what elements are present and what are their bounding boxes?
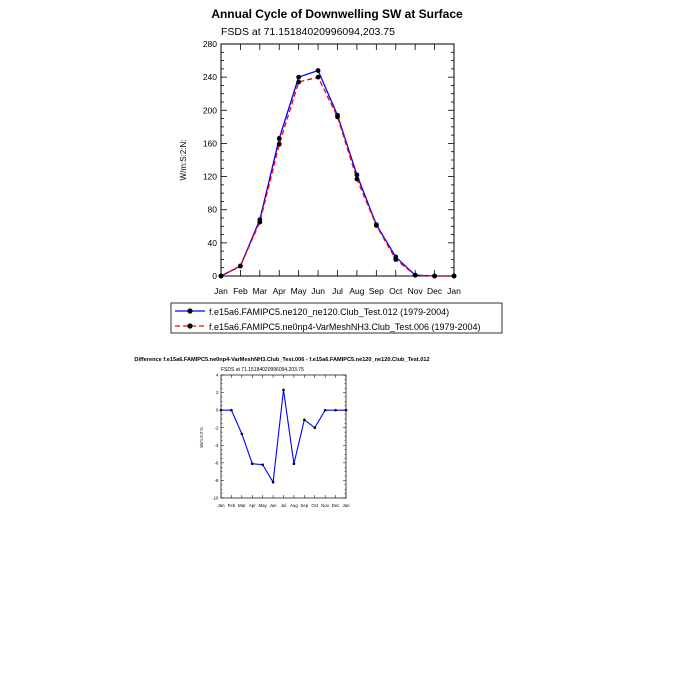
legend-marker-2	[187, 323, 192, 328]
diff-ytick-label: -8	[214, 477, 219, 483]
main-y-axis-label: W/m:S:2:N:	[179, 139, 188, 181]
diff-xtick-label: Feb	[227, 503, 236, 508]
diff-series-1-point	[324, 409, 327, 412]
main-xtick-label: May	[290, 286, 307, 296]
legend-label-2: f.e15a6.FAMIPC5.ne0np4-VarMeshNH3.Club_Test.006 (1979-2004)	[209, 322, 481, 332]
main-ytick-label: 80	[207, 204, 217, 215]
diff-series-1-point	[313, 426, 316, 429]
main-xtick-label: Dec	[427, 286, 443, 296]
main-xtick-label: Jun	[311, 286, 325, 296]
diff-ytick-label: -6	[214, 460, 219, 466]
main-series-2-point	[393, 257, 398, 262]
main-chart-subtitle: FSDS at 71.15184020996094,203.75	[221, 26, 395, 38]
main-chart	[179, 7, 463, 296]
main-plot-frame	[221, 44, 454, 276]
diff-xtick-label: Nov	[321, 503, 330, 508]
main-xtick-label: Nov	[407, 286, 423, 296]
diff-series-1-line	[221, 390, 346, 482]
main-ytick-label: 280	[202, 38, 217, 49]
main-chart-title: Annual Cycle of Downwelling SW at Surface	[211, 7, 463, 21]
main-ytick-label: 200	[202, 105, 217, 116]
main-series-2-point	[335, 115, 340, 120]
diff-series-1-point	[293, 462, 296, 465]
main-series-1-point	[296, 75, 301, 80]
main-xtick-label: Mar	[252, 286, 268, 296]
main-series-2-line	[221, 77, 454, 276]
diff-xtick-label: Jan	[342, 503, 350, 508]
main-series-2-point	[452, 274, 457, 279]
diff-xtick-label: Apr	[248, 503, 256, 508]
main-ytick-label: 120	[202, 171, 217, 182]
diff-xtick-label: May	[258, 503, 267, 508]
diff-xtick-label: Dec	[331, 503, 340, 508]
main-xtick-label: Sep	[368, 286, 384, 296]
diff-xtick-label: Jun	[269, 503, 277, 508]
legend-label-1: f.e15a6.FAMIPC5.ne120_ne120.Club_Test.012 (1979-2004)	[209, 307, 450, 317]
diff-xtick-label: Jul	[280, 503, 287, 508]
diff-xtick-label: Oct	[311, 503, 319, 508]
main-ytick-label: 0	[212, 270, 217, 281]
diff-series-1-point	[251, 462, 254, 465]
legend	[171, 303, 502, 333]
main-xtick-label: Jan	[447, 286, 461, 296]
main-xtick-label: Apr	[272, 286, 286, 296]
main-ytick-label: 240	[202, 72, 217, 83]
main-xtick-label: Jul	[332, 286, 343, 296]
diff-series-1-point	[230, 409, 233, 412]
main-series-2-point	[355, 177, 360, 182]
diff-y-axis-label: W/m:S:2:N:	[199, 426, 204, 448]
main-series-1-point	[277, 136, 282, 141]
diff-series-1-point	[220, 409, 223, 412]
diff-series-1-point	[345, 409, 348, 412]
main-xtick-label: Jan	[214, 286, 228, 296]
diff-ytick-label: -4	[214, 442, 219, 448]
diff-series-1-point	[272, 481, 275, 484]
main-series-2-point	[219, 274, 224, 279]
diff-xtick-label: Jan	[217, 503, 225, 508]
main-series-1-point	[355, 173, 360, 178]
diff-series-1-point	[303, 419, 306, 422]
main-xtick-label: Oct	[389, 286, 403, 296]
diff-ytick-label: 4	[216, 372, 219, 378]
main-series-2-point	[316, 75, 321, 80]
diff-ytick-label: 2	[216, 390, 219, 396]
main-series-1-point	[316, 68, 321, 73]
legend-marker-1	[187, 308, 192, 313]
diff-ytick-label: -10	[212, 495, 219, 501]
main-series-2-point	[413, 273, 418, 278]
main-ytick-label: 40	[207, 237, 217, 248]
diff-series-1-point	[282, 389, 285, 392]
main-series-2-point	[296, 80, 301, 85]
main-series-2-point	[257, 220, 262, 225]
main-series-1-line	[221, 71, 454, 276]
diff-chart-title: Difference f.e15a6.FAMIPC5.ne0np4-VarMeshNH3.Club_Test.006 - f.e15a6.FAMIPC5.ne120_ne120.Club_Test.012	[134, 357, 430, 363]
diff-series-1-point	[261, 463, 264, 466]
difference-chart	[134, 357, 429, 508]
main-series-2-point	[238, 264, 243, 269]
main-series-2-point	[374, 223, 379, 228]
diff-xtick-label: Sep	[300, 503, 309, 508]
main-xtick-label: Feb	[233, 286, 248, 296]
diff-xtick-label: Mar	[238, 503, 246, 508]
diff-xtick-label: Aug	[290, 503, 298, 508]
diff-ytick-label: -2	[214, 425, 219, 431]
main-series-2-point	[432, 274, 437, 279]
diff-ytick-label: 0	[216, 407, 219, 413]
main-series-2-point	[277, 142, 282, 147]
diff-chart-subtitle: FSDS at 71.15184020996094,203.75	[221, 367, 304, 373]
main-ytick-label: 160	[202, 138, 217, 149]
diff-series-1-point	[334, 409, 337, 412]
main-xtick-label: Aug	[349, 286, 365, 296]
diff-series-1-point	[241, 433, 244, 436]
